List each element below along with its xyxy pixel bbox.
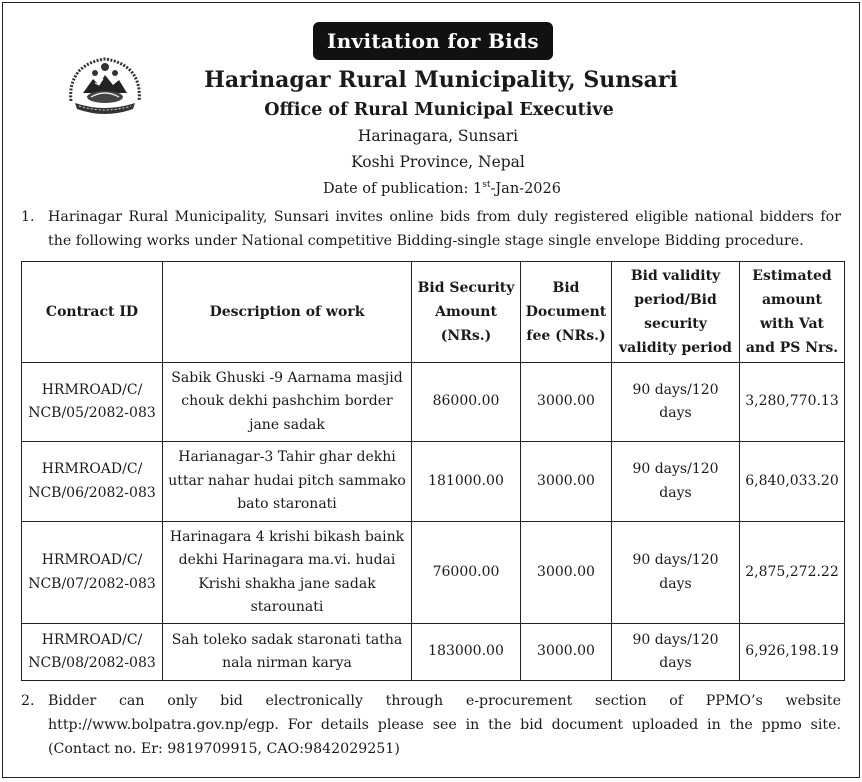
doc-fee-cell: 3000.00 — [521, 363, 612, 442]
table-row — [22, 442, 845, 522]
validity-cell: 90 days/120 days — [612, 522, 740, 624]
bid-security-cell: 181000.00 — [412, 442, 521, 522]
banner-text: Invitation for Bids — [327, 29, 539, 53]
description-cell: Harianagar-3 Tahir ghar dekhi uttar nahar hudai pitch sammako bato staronati — [163, 442, 412, 522]
date-rest: -Jan-2026 — [490, 180, 561, 197]
validity-cell: 90 days/120 days — [612, 442, 740, 522]
table-header-row — [22, 262, 845, 363]
validity-cell: 90 days/120 days — [612, 624, 740, 681]
organization-name: Harinagar Rural Municipality, Sunsari — [204, 67, 678, 93]
paragraph-1 — [21, 205, 841, 253]
table-row — [22, 363, 845, 442]
publication-date — [3, 180, 859, 197]
table-row — [22, 522, 845, 624]
bid-security-cell: 86000.00 — [412, 363, 521, 442]
estimated-cell: 3,280,770.13 — [740, 363, 845, 442]
paragraph-text: Harinagar Rural Municipality, Sunsari invites online bids from duly registered eligible national bidders for the following works under National competitive Bidding-single stage single envelope Bidding procedure. — [48, 209, 841, 249]
doc-fee-cell: 3000.00 — [521, 624, 612, 681]
bid-security-cell: 76000.00 — [412, 522, 521, 624]
title-banner — [313, 22, 553, 60]
table-row — [22, 624, 845, 681]
doc-fee-cell: 3000.00 — [521, 522, 612, 624]
paragraph-text: Bidder can only bid electronically through e-procurement section of PPMO’s website http://www.bolpatra.gov.np/egp. For details please see in the bid document uploaded in the ppmo site. (Contact no. Er: 9819709915, CAO:9842029251) — [48, 693, 841, 757]
contract-id-cell: HRMROAD/C/ NCB/06/2082-083 — [22, 442, 163, 522]
column-header: Bid Security Amount (NRs.) — [412, 262, 521, 363]
contract-id-cell: HRMROAD/C/ NCB/05/2082-083 — [22, 363, 163, 442]
description-cell: Sabik Ghuski -9 Aarnama masjid chouk dekhi pashchim border jane sadak — [163, 363, 412, 442]
column-header: Bid validity period/Bid security validity period — [612, 262, 740, 363]
estimated-cell: 6,840,033.20 — [740, 442, 845, 522]
paragraph-2 — [21, 689, 841, 761]
description-cell: Sah toleko sadak staronati tatha nala nirman karya — [163, 624, 412, 681]
column-header: Bid Document fee (NRs.) — [521, 262, 612, 363]
bid-security-cell: 183000.00 — [412, 624, 521, 681]
validity-cell: 90 days/120 days — [612, 363, 740, 442]
column-header: Description of work — [163, 262, 412, 363]
paragraph-number: 1. — [21, 209, 35, 225]
bids-table — [21, 261, 845, 681]
estimated-cell: 2,875,272.22 — [740, 522, 845, 624]
office-name: Office of Rural Municipal Executive — [264, 100, 614, 120]
date-label: Date of publication: 1 — [323, 180, 483, 197]
estimated-cell: 6,926,198.19 — [740, 624, 845, 681]
description-cell: Harinagara 4 krishi bikash baink dekhi Harinagara ma.vi. hudai Krishi shakha jane sadak starounati — [163, 522, 412, 624]
column-header: Estimated amount with Vat and PS Nrs. — [740, 262, 845, 363]
date-suffix: st — [482, 180, 491, 190]
paragraph-number: 2. — [21, 693, 35, 709]
contract-id-cell: HRMROAD/C/ NCB/07/2082-083 — [22, 522, 163, 624]
contract-id-cell: HRMROAD/C/ NCB/08/2082-083 — [22, 624, 163, 681]
notice-page — [2, 2, 860, 778]
column-header: Contract ID — [22, 262, 163, 363]
address-line-1: Harinagara, Sunsari — [357, 127, 519, 145]
doc-fee-cell: 3000.00 — [521, 442, 612, 522]
address-line-2: Koshi Province, Nepal — [351, 153, 525, 171]
